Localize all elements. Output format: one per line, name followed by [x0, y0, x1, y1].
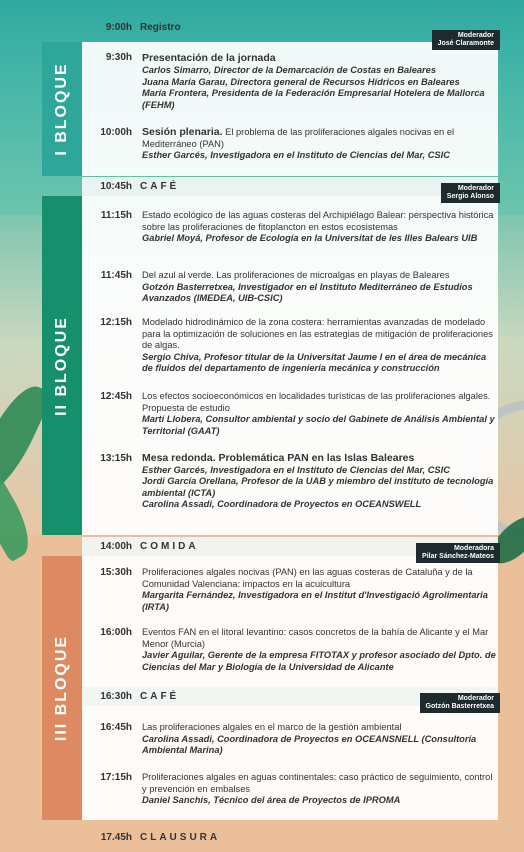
moderator-badge [420, 693, 500, 713]
session-body [142, 627, 496, 673]
moderator-name: Sergio Alonso [446, 193, 494, 200]
session-s4 [82, 270, 498, 305]
speaker: Carolina Assadi, Coordinadora de Proyectos en OCEANSWELL [142, 499, 422, 510]
bloque-2-label: II BLOQUE [53, 315, 70, 416]
session-s8 [82, 567, 498, 613]
session-body [142, 210, 496, 245]
session-s9 [82, 627, 498, 673]
cafe-1-strip [82, 177, 498, 196]
session-time: 12:15h [100, 317, 132, 328]
moderator-name: José Claramonte [437, 40, 494, 47]
speaker: Javier Aguilar, Gerente de la empresa FITOTAX y profesor asociado del Dpto. de Ciencias del Mar y Biología de la Universidad de Alicante [142, 650, 496, 672]
session-body [142, 391, 496, 437]
session-body [142, 772, 496, 807]
session-body [142, 317, 496, 375]
session-s5 [82, 317, 498, 375]
speaker: Carlos Simarro, Director de la Demarcación de Costas en Baleares [142, 65, 437, 75]
session-head: Sesión plenaria. [142, 126, 223, 138]
session-title-text: El problema de las proliferaciones algales nocivas en el Mediterráneo (PAN) [142, 127, 455, 149]
comida-time: 14:00h [100, 541, 132, 552]
session-title-text: Estado ecológico de las aguas costeras del Archipiélago Balear: perspectiva histórica sobre las proliferaciones de fitoplancton en estos ecosistemas [142, 210, 494, 232]
bloque-1-panel [42, 42, 82, 176]
session-s2 [82, 127, 498, 162]
moderator-badge [432, 30, 500, 50]
speaker: Carolina Assadi, Coordinadora de Proyectos en OCEANSNELL (Consultoría Ambiental Marina) [142, 733, 477, 756]
session-time: 17:15h [100, 772, 132, 783]
session-title-text: Modelado hidrodinámico de la zona costera: herramientas avanzadas de modelado para la optimización de soluciones en las estrategias de mitigación de proliferaciones de algas. [142, 317, 493, 351]
session-title-text: Eventos FAN en el litoral levantino: casos concretos de la bahía de Alicante y el Mar Menor (Murcia) [142, 627, 489, 649]
session-body [142, 453, 496, 511]
moderator-badge [441, 183, 500, 203]
session-title [142, 127, 496, 150]
session-s1 [82, 52, 498, 111]
session-title-text: Proliferaciones algales nocivas (PAN) en las aguas costeras de Cataluña y de la Comunidad Valenciana: impactos en la acuicultura [142, 567, 473, 589]
session-body [142, 52, 496, 111]
session-s7 [82, 453, 498, 511]
session-time: 13:15h [100, 453, 132, 464]
registro-time: 9:00h [105, 22, 132, 33]
session-title-text: Las proliferaciones algales en el marco de la gestión ambiental [142, 722, 402, 732]
speaker: Daniel Sanchis, Técnico del área de Proyectos de IPROMA [142, 795, 401, 806]
moderator-name: Gotzón Basterretxea [425, 703, 494, 710]
speaker: Sergio Chiva, Profesor titular de la Universitat Jaume I en el área de mecánica de fluidos del departamento de ingeniería mecánica y construcción [142, 351, 487, 374]
registro-label: Registro [140, 22, 181, 33]
speaker: Margarita Fernández, Investigadora en el Institut d'Investigació Agrolimentaria (IRTA) [142, 590, 488, 612]
bloque-1-label: I BLOQUE [53, 62, 70, 156]
speaker: Martí Llobera, Consultor ambiental y socio del Gabinete de Análisis Ambiental y Territorial (GAAT) [142, 414, 495, 436]
session-title-text: Los efectos socioeconómicos en localidades turísticas de las proliferaciones algales. Propuesta de estudio [142, 391, 491, 413]
session-s10 [82, 722, 498, 757]
cafe-2-label: CAFÉ [140, 691, 180, 702]
session-title-text: Problemática PAN en las Islas Baleares [215, 452, 415, 464]
session-body [142, 722, 496, 757]
session-time: 16:45h [100, 722, 132, 733]
comida-label: COMIDA [140, 541, 199, 552]
session-title-text: Del azul al verde. Las proliferaciones de microalgas en playas de Baleares [142, 270, 450, 280]
moderator-role: Moderador [457, 695, 494, 702]
clausura-label: CLAUSURA [140, 832, 221, 843]
moderator-name: Pilar Sánchez-Mateos [422, 553, 494, 560]
cafe-2-time: 16:30h [100, 691, 132, 702]
bloque-2-panel [42, 196, 82, 535]
moderator-badge [416, 543, 500, 563]
session-s6 [82, 391, 498, 437]
cafe-1-time: 10:45h [100, 181, 132, 192]
session-time: 11:45h [100, 270, 132, 281]
speaker: Jordi García Orellana, Profesor de la UAB y miembro del instituto de tecnología ambiental (ICTA) [142, 476, 494, 498]
speaker: Gotzón Basterretxea, Investigador en el Instituto Mediterráneo de Estudios Avanzados (IMEDEA, UIB-CSIC) [142, 281, 473, 304]
session-heading [142, 52, 496, 65]
session-time: 11:15h [100, 210, 132, 221]
clausura-strip [82, 828, 498, 847]
session-body [142, 127, 496, 162]
session-time: 16:00h [100, 627, 132, 638]
speaker: Esther Garcés, Investigadora en el Instituto de Ciencias del Mar, CSIC [142, 464, 450, 475]
session-time: 9:30h [105, 52, 132, 63]
session-title-text: Proliferaciones algales en aguas continentales: caso práctico de seguimiento, control y prevención en embalses [142, 772, 493, 794]
session-body [142, 270, 496, 305]
bloque-3-label: III BLOQUE [53, 634, 70, 742]
moderator-role: Moderador [457, 32, 494, 39]
session-s11 [82, 772, 498, 807]
speaker: Esther Garcés, Investigadora en el Instituto de Ciencias del Mar, CSIC [142, 150, 450, 161]
speaker: Juana María Garau, Directora general de Recursos Hídricos en Baleares [142, 76, 460, 87]
session-body [142, 567, 496, 613]
session-head: Presentación de la jornada [142, 52, 276, 64]
cafe-1-label: CAFÉ [140, 181, 180, 192]
moderator-role: Moderadora [453, 545, 494, 552]
bloque-3-panel [42, 556, 82, 820]
session-time: 15:30h [100, 567, 132, 578]
session-title [142, 453, 496, 465]
session-head: Mesa redonda. [142, 452, 216, 464]
session-s3 [82, 210, 498, 245]
moderator-role: Moderador [457, 185, 494, 192]
speaker: Gabriel Moyá, Profesor de Ecología en la Universitat de les Illes Balears UIB [142, 233, 478, 244]
session-time: 12:45h [100, 391, 132, 402]
session-time: 10:00h [100, 127, 132, 138]
speaker: María Frontera, Presidenta de la Federación Empresarial Hotelera de Mallorca (FEHM) [142, 88, 485, 110]
clausura-time: 17.45h [100, 832, 132, 843]
